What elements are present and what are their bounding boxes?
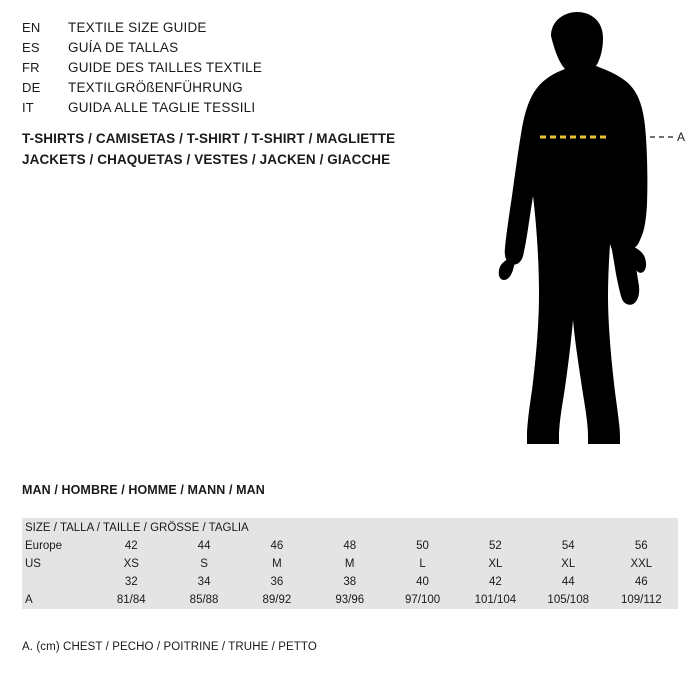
table-footnote: A. (cm) CHEST / PECHO / POITRINE / TRUHE / PETTO xyxy=(22,641,317,653)
table-row xyxy=(22,537,678,555)
table-section-title: MAN / HOMBRE / HOMME / MANN / MAN xyxy=(22,483,265,497)
man-silhouette-shape xyxy=(505,12,648,444)
category-jackets: JACKETS / CHAQUETAS / VESTES / JACKEN / GIACCHE xyxy=(22,152,391,167)
pocket-hand-detail xyxy=(499,258,515,280)
cell: 38 xyxy=(313,573,386,591)
cell: 48 xyxy=(313,537,386,555)
table-row xyxy=(22,573,678,591)
language-row xyxy=(22,38,442,58)
cell: XS xyxy=(95,555,168,573)
cell: 46 xyxy=(240,537,313,555)
language-title: GUÍA DE TALLAS xyxy=(68,40,179,55)
language-row xyxy=(22,58,442,78)
cell: 34 xyxy=(168,573,241,591)
language-title: GUIDE DES TAILLES TEXTILE xyxy=(68,60,263,75)
cell: 50 xyxy=(386,537,459,555)
cell: 44 xyxy=(168,537,241,555)
cell: 109/112 xyxy=(605,591,678,609)
body-silhouette-figure xyxy=(455,8,690,468)
table-header-row xyxy=(22,518,678,537)
measure-label-a: A xyxy=(677,130,686,144)
size-table xyxy=(22,518,678,609)
cell: 44 xyxy=(532,573,605,591)
cell: 93/96 xyxy=(313,591,386,609)
language-code: EN xyxy=(22,20,41,35)
cell: M xyxy=(313,555,386,573)
cell: 89/92 xyxy=(240,591,313,609)
category-tshirts: T-SHIRTS / CAMISETAS / T-SHIRT / T-SHIRT / MAGLIETTE xyxy=(22,131,396,146)
row-label xyxy=(22,573,95,591)
cell: XL xyxy=(532,555,605,573)
language-code: IT xyxy=(22,100,34,115)
cell: 101/104 xyxy=(459,591,532,609)
cell: 81/84 xyxy=(95,591,168,609)
language-title: GUIDA ALLE TAGLIE TESSILI xyxy=(68,100,256,115)
row-label: Europe xyxy=(22,537,95,555)
cell: 85/88 xyxy=(168,591,241,609)
language-title: TEXTILE SIZE GUIDE xyxy=(68,20,207,35)
silhouette-svg xyxy=(455,8,690,468)
cell: 42 xyxy=(459,573,532,591)
cell: 42 xyxy=(95,537,168,555)
language-code: ES xyxy=(22,40,40,55)
cell: 105/108 xyxy=(532,591,605,609)
cell: 97/100 xyxy=(386,591,459,609)
cell: L xyxy=(386,555,459,573)
cell: XXL xyxy=(605,555,678,573)
table-row xyxy=(22,591,678,609)
category-block xyxy=(22,128,482,170)
cell: 54 xyxy=(532,537,605,555)
cell: XL xyxy=(459,555,532,573)
cell: 56 xyxy=(605,537,678,555)
cell: 52 xyxy=(459,537,532,555)
cell: 40 xyxy=(386,573,459,591)
row-label: A xyxy=(22,591,95,609)
cell: 36 xyxy=(240,573,313,591)
language-code: DE xyxy=(22,80,41,95)
cell: 32 xyxy=(95,573,168,591)
language-row xyxy=(22,98,442,118)
language-row xyxy=(22,18,442,38)
cell: M xyxy=(240,555,313,573)
cell: S xyxy=(168,555,241,573)
cell: 46 xyxy=(605,573,678,591)
language-title: TEXTILGRÖßENFÜHRUNG xyxy=(68,80,243,95)
table-header-label: SIZE / TALLA / TAILLE / GRÖSSE / TAGLIA xyxy=(22,518,678,537)
size-table-wrap xyxy=(22,518,678,609)
table-row xyxy=(22,555,678,573)
row-label: US xyxy=(22,555,95,573)
language-code: FR xyxy=(22,60,40,75)
language-title-block xyxy=(22,18,442,118)
language-row xyxy=(22,78,442,98)
